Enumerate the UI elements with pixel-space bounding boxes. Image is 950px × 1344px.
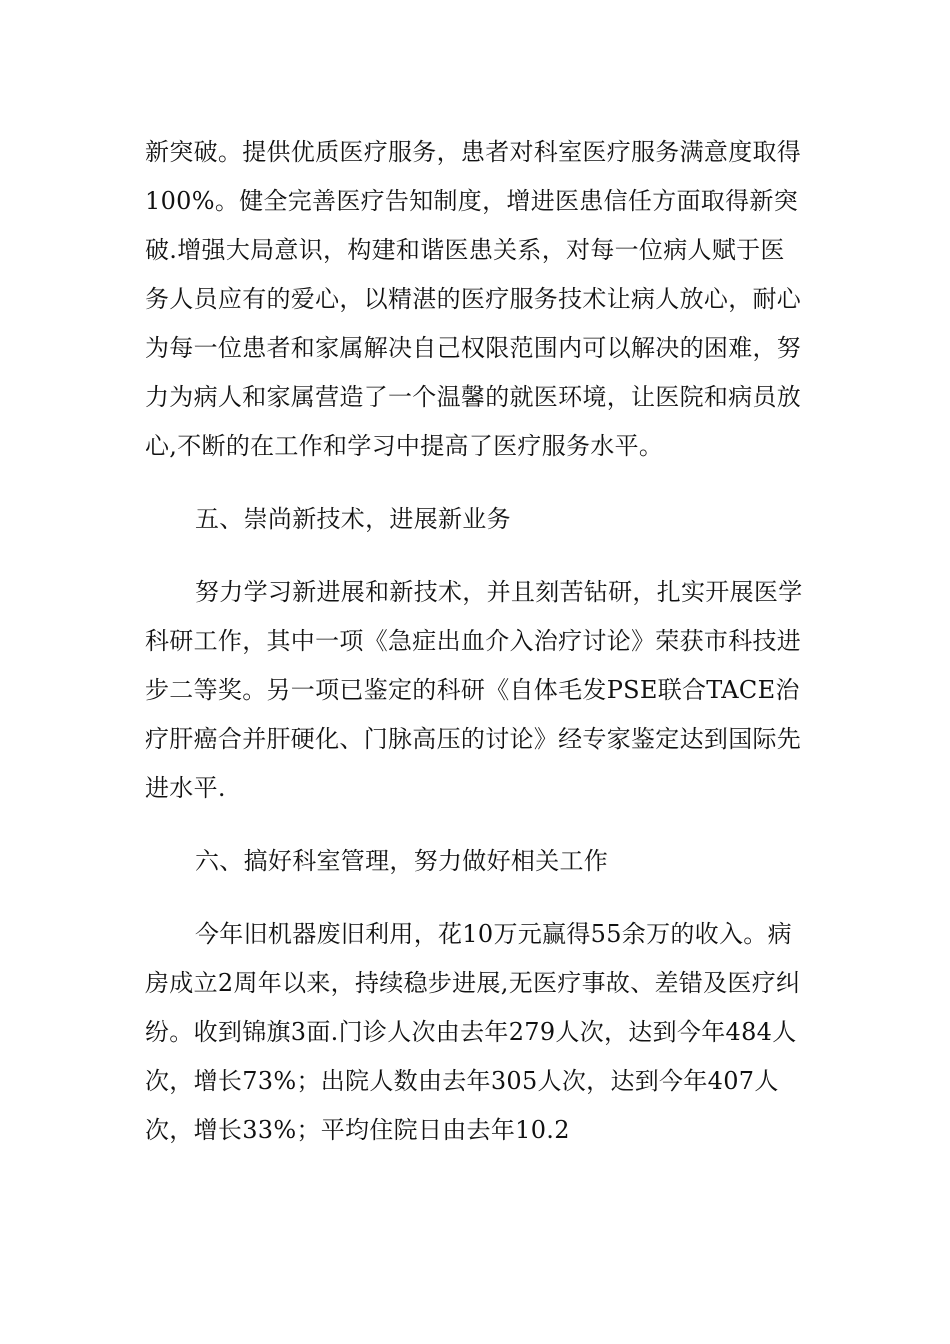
paragraph-department-management: 今年旧机器废旧利用，花10万元赢得55余万的收入。病房成立2周年以来，持续稳步进展,无医疗事故、差错及医疗纠纷。收到锦旗3面.门诊人次由去年279人次，达到今年484人次，增长73%；出院人数由去年305人次，达到今年407人次，增长33%；平均住院日由去年10.2 <box>145 920 801 1144</box>
section-heading-6: 六、搞好科室管理，努力做好相关工作 <box>195 847 609 875</box>
paragraph-new-technology: 努力学习新进展和新技术，并且刻苦钻研，扎实开展医学科研工作，其中一项《急症出血介入治疗讨论》荣获市科技进步二等奖。另一项已鉴定的科研《自体毛发PSE联合TACE治疗肝癌合并肝硬化、门脉高压的讨论》经专家鉴定达到国际先进水平. <box>145 578 803 802</box>
section-heading-5: 五、崇尚新技术，进展新业务 <box>195 505 511 533</box>
paragraph-service-quality: 新突破。提供优质医疗服务，患者对科室医疗服务满意度取得100%。健全完善医疗告知制度，增进医患信任方面取得新突破.增强大局意识，构建和谐医患关系，对每一位病人赋于医务人员应有的爱心，以精湛的医疗服务技术让病人放心，耐心为每一位患者和家属解决自己权限范围内可以解决的困难，努力为病人和家属营造了一个温馨的就医环境，让医院和病员放心,不断的在工作和学习中提高了医疗服务水平。 <box>145 138 802 460</box>
document-body <box>145 128 805 1155</box>
